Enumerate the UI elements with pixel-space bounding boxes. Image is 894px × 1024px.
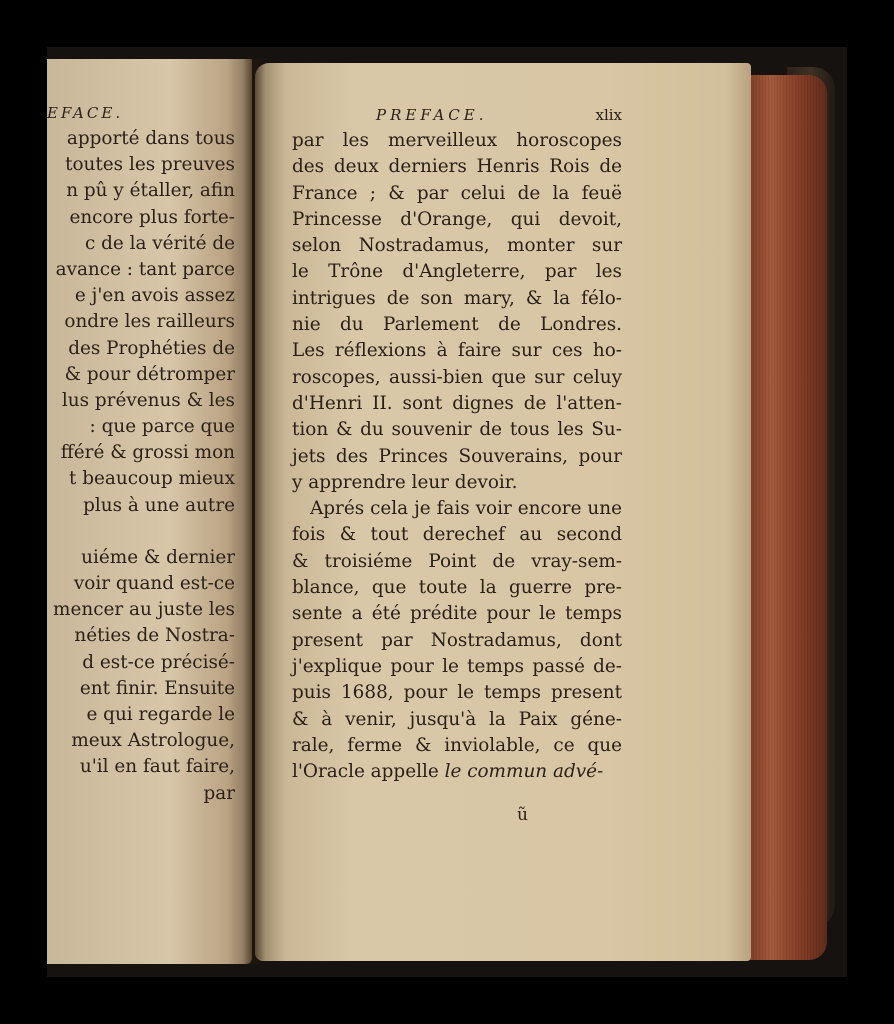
right-text-line: le Trône d'Angleterre, par les (292, 261, 622, 283)
left-text-line: & pour détromper (64, 363, 235, 385)
left-text-line: plus à une autre (83, 494, 235, 516)
left-text-line: toutes les preuves (65, 154, 235, 176)
right-text-line: selon Nostradamus, monter sur (292, 235, 622, 257)
right-running-head-row (292, 102, 622, 128)
right-text-line: Aprés cela je fais voir encore une (310, 498, 622, 520)
right-text-line: y apprendre leur devoir. (292, 471, 518, 493)
left-running-head: EFACE. (47, 104, 124, 122)
left-text-line: ent finir. Ensuite (79, 677, 235, 699)
right-text-line: & à venir, jusqu'à la Paix géne- (292, 708, 622, 730)
right-page-lines (292, 128, 622, 785)
left-text-line: e qui regarde le (86, 703, 235, 725)
right-text-line: j'explique pour le temps passé de- (292, 655, 622, 677)
left-catchword: par (203, 782, 235, 804)
left-page-lines (47, 126, 235, 781)
italic-phrase: le commun advé- (444, 761, 604, 783)
right-text-line: sente a été prédite pour le temps (292, 603, 622, 625)
right-running-head: PREFACE. (376, 106, 488, 124)
left-text-line: meux Astrologue, (71, 730, 235, 752)
left-text-line: lus prévenus & les (61, 389, 235, 411)
left-text-line: e j'en avois assez (74, 285, 235, 307)
left-text-line: c de la vérité de (84, 232, 235, 254)
left-text-line: t beaucoup mieux (69, 468, 235, 490)
right-text-line: present par Nostradamus, dont (292, 629, 622, 651)
left-text-line: avance : tant parce (55, 258, 235, 280)
book-scan (47, 47, 847, 977)
left-text-line: u'il en faut faire, (79, 756, 235, 778)
left-text-line: : que parce que (89, 416, 235, 438)
left-text-line: uiéme & dernier (81, 546, 235, 568)
left-text-line (47, 519, 235, 545)
right-text-line: Les réflexions à faire sur ces ho- (292, 340, 622, 362)
right-text-line: France ; & par celui de la feuë (292, 182, 622, 204)
page-number: xlix (595, 106, 622, 124)
left-text-line: des Prophéties de (68, 337, 235, 359)
right-text-line: d'Henri II. sont dignes de l'atten- (292, 392, 622, 414)
left-text-line: n pû y étaller, afin (66, 180, 235, 202)
signature-mark: ũ (517, 805, 528, 825)
left-text-line: ondre les railleurs (64, 311, 235, 333)
right-text-line: rale, ferme & inviolable, ce que (292, 734, 622, 756)
left-text-line: voir quand est-ce (73, 573, 235, 594)
right-page-text (292, 102, 622, 785)
right-text-line: tion & du souvenir de tous les Su- (292, 419, 622, 441)
right-text-line: intrigues de son mary, & la félo- (292, 287, 622, 309)
right-text-line: des deux derniers Henris Rois de (292, 156, 622, 178)
right-text-line: & troisiéme Point de vray-sem- (292, 550, 622, 572)
book-gutter (243, 59, 265, 964)
left-text-line: mencer au juste les (53, 599, 235, 621)
right-text-line-start: l'Oracle appelle (292, 761, 445, 783)
right-text-line: jets des Princes Souverains, pour (292, 445, 622, 467)
right-text-line: Princesse d'Orange, qui devoit, (292, 208, 622, 230)
right-text-line: roscopes, aussi-bien que sur celuy (292, 366, 622, 388)
right-text-line (292, 759, 622, 785)
right-text-line: puis 1688, pour le temps present (292, 682, 622, 704)
right-text-line: par les merveilleux horoscopes (292, 130, 622, 151)
left-text-line: fféré & grossi mon (60, 442, 235, 464)
left-text-line: d est-ce précisé- (82, 651, 235, 673)
right-text-line: blance, que toute la guerre pre- (292, 577, 622, 599)
left-text-line: apporté dans tous (66, 128, 235, 149)
right-text-line: nie du Parlement de Londres. (292, 314, 622, 336)
left-page-text (47, 102, 235, 807)
page-fore-edge (747, 75, 827, 960)
right-text-line: fois & tout derechef au second (292, 524, 622, 546)
left-text-line: néties de Nostra- (74, 625, 235, 647)
left-text-line: encore plus forte- (69, 206, 235, 228)
